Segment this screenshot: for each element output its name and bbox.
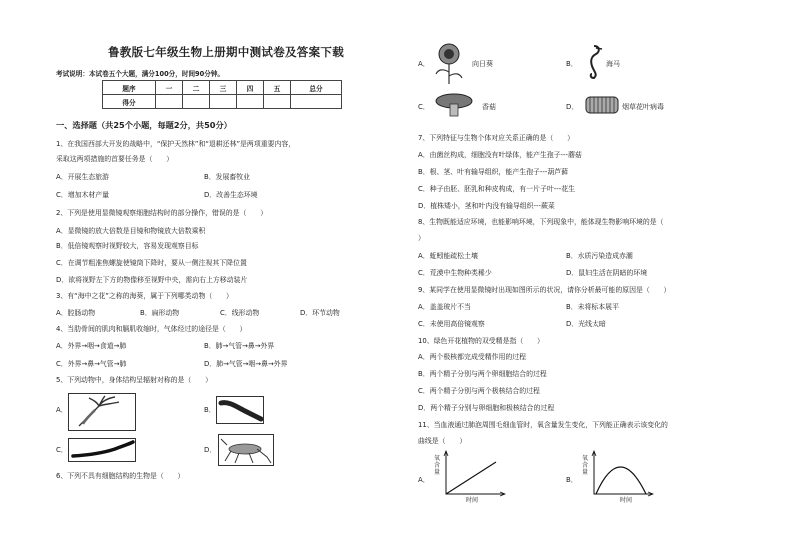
q8-option-d: D．鼠妇生活在阴暗的环境 [566,269,648,277]
graph-b-xlabel: 时间 [620,497,633,504]
q11-stem: 11、当血液通过肺泡周围毛细血管时，氧含量发生变化，下列能正确表示该变化的 [418,421,668,429]
q7-option-b: B．根、茎、叶有输导组织，能产生孢子---葫芦藓 [418,168,568,176]
q10-option-d: D．两个精子分别与卵细胞和极核结合的过程 [418,404,555,412]
graph-b-plot [588,450,654,498]
q8-stem: 8、生物既能适应环境，也能影响环境，下列现象中，能体现生物影响环境的是（ [418,218,664,226]
score-cell [264,95,291,109]
q9-stem: 9、某同学在使用显微镜时出现如图所示的状况，请你分析最可能的原因是（ ） [418,286,671,294]
q5-option-c: C． [56,446,68,454]
score-cell [291,95,342,109]
exam-note: 考试说明：本试卷五个大题，满分100分，时间90分钟。 [56,70,225,78]
score-table [102,80,342,109]
sunflower-icon [432,42,466,84]
q1-stem: 1、在我国西部大开发的战略中，“保护天然林”和“退耕还林”是两项重要内容， [56,140,296,148]
q6-option-a: A． [418,60,430,68]
q8-option-c: C．荒漠中生物种类稀少 [418,269,492,277]
q7-option-c: C．种子由胚、胚乳和种皮构成，有一片子叶---花生 [418,185,575,193]
q8-stem-cont: ） [418,234,425,242]
q10-stem: 10、绿色开花植物的双受精是指（ ） [418,337,544,345]
seahorse-image [584,44,604,80]
q2-option-b: B．低倍镜观察时视野较大，容易发现观察目标 [56,242,199,250]
q6-option-d-label: 烟草花叶病毒 [622,103,664,111]
q1-option-b: B．发展畜牧业 [204,173,251,181]
q4-stem: 4、当肋骨间的肌肉和膈肌收缩时，气体经过的途径是（ ） [56,325,247,333]
sunflower-image [432,42,466,84]
score-cell [183,95,210,109]
q9-option-a: A．盖盖玻片不当 [418,303,471,311]
mushroom-icon [434,92,474,118]
q5-stem: 5、下列动物中，身体结构呈辐射对称的是（ ） [56,376,212,384]
q6-option-b: B． [566,60,578,68]
q6-option-b-label: 海马 [606,60,620,68]
page-title: 鲁教版七年级生物上册期中测试卷及答案下载 [108,45,344,59]
q1-option-c: C．增加木材产量 [56,191,110,199]
graph-a-line [446,462,496,494]
q6-option-c: C． [418,103,430,111]
score-cell [210,95,237,109]
q11-option-b: B． [566,476,578,484]
q10-option-c: C．两个精子分别与两个极核结合的过程 [418,387,540,395]
q11-stem-cont: 曲线是（ ） [418,437,467,445]
grasshopper-icon [219,435,273,465]
q9-option-c: C．未使用高倍镜观察 [418,320,485,328]
roundworm-icon [69,439,135,461]
leech-icon [217,397,263,423]
q2-option-c: C．在调节粗准焦螺旋使镜筒下降时，要从一侧注视其下降位置 [56,259,247,267]
graph-b-curve [596,467,646,494]
q4-option-a: A．外界→咽→食道→肺 [56,342,127,350]
roundworm-image [68,438,136,462]
score-cell [237,95,264,109]
q9-option-d: D．光线太暗 [566,320,606,328]
graph-b-ylabel: 氧 含 量 [582,455,589,476]
seahorse-icon [584,44,604,80]
q7-stem: 7、下列特征与生物个体对应关系正确的是（ ） [418,134,574,142]
q9-option-b: B．未将标本展平 [566,303,619,311]
q3-option-c: C．线形动物 [220,309,260,317]
grasshopper-image [218,434,274,466]
score-header-cell: 题序 [103,81,156,95]
hydra-image [68,393,136,431]
section-heading: 一、选择题（共25个小题，每题2分，共50分） [56,120,232,130]
q10-option-a: A．两个极核都完成受精作用的过程 [418,353,527,361]
q6-option-a-label: 向日葵 [472,60,493,68]
score-cell [156,95,183,109]
graph-a-plot [440,450,506,498]
score-table-header-row [103,81,342,95]
q11-option-a: A． [418,476,430,484]
q2-stem: 2、下列是使用显微镜观察细胞结构时的部分操作，错误的是（ ） [56,209,268,217]
hydra-icon [69,394,135,430]
tobacco-mosaic-virus-image [584,94,620,116]
q6-option-c-label: 香菇 [482,103,496,111]
score-header-cell: 四 [237,81,264,95]
q8-option-b: B．水质污染造成赤潮 [566,252,633,260]
q4-option-b: B．肺→气管→鼻→外界 [204,342,275,350]
q6-option-d: D． [566,103,579,111]
q5-option-d: D． [204,446,217,454]
q8-option-a: A．蚯蚓能疏松土壤 [418,252,478,260]
q6-stem: 6、下列不具有细胞结构的生物是（ ） [56,472,185,480]
mushroom-image [434,92,474,118]
q10-option-b: B．两个精子分别与两个卵细胞结合的过程 [418,370,547,378]
q5-option-b: B． [204,406,216,414]
virus-icon [584,94,620,116]
q1-stem-cont: 采取这两项措施的首要任务是（ ） [56,155,174,163]
score-row-label: 得分 [103,95,156,109]
q2-option-a: A．显微镜的放大倍数是目镜和物镜放大倍数乘积 [56,227,206,235]
graph-a-xlabel: 时间 [466,497,479,504]
graph-a-ylabel: 氧 含 量 [434,455,441,476]
q7-option-a: A．由菌丝构成，细胞没有叶绿体，能产生孢子---蘑菇 [418,151,582,159]
score-table-score-row [103,95,342,109]
q4-option-d: D．肺→气管→咽→鼻→外界 [204,360,288,368]
q3-option-b: B．扁形动物 [140,309,180,317]
q7-option-d: D．植株矮小，茎和叶内没有输导组织---蕨菜 [418,202,555,210]
score-header-cell: 二 [183,81,210,95]
score-header-cell: 总分 [291,81,342,95]
q3-option-d: D．环节动物 [300,309,340,317]
q5-option-a: A． [56,406,68,414]
q2-option-d: D．欲将视野左下方的物像移至视野中央，需向右上方移动装片 [56,276,248,284]
q3-stem: 3、有“海中之花”之称的海葵，属于下列哪类动物（ ） [56,292,233,300]
q3-option-a: A．腔肠动物 [56,309,96,317]
q1-option-d: D．改善生态环境 [204,191,258,199]
leech-image [216,396,264,424]
score-header-cell: 三 [210,81,237,95]
score-header-cell: 五 [264,81,291,95]
q4-option-c: C．外界→鼻→气管→肺 [56,360,127,368]
score-header-cell: 一 [156,81,183,95]
q1-option-a: A．开展生态旅游 [56,173,109,181]
